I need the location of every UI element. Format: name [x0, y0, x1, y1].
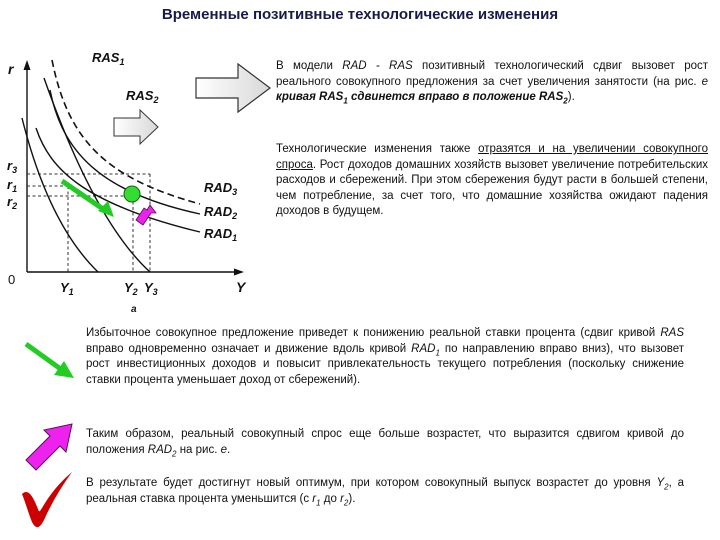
graph-green-arrow: [62, 181, 114, 217]
ras2-label: $RAS_2$: [126, 88, 159, 105]
origin-label: 0: [8, 272, 16, 287]
y2-label: $Y_2$: [124, 280, 138, 297]
checkmark-icon: [22, 472, 72, 527]
pointer-block-arrow: [196, 64, 270, 112]
y1-label: $Y_1$: [60, 280, 74, 297]
text-paragraph-4: Таким образом, реальный совокупный спрос еще больше возрастет, что выразится сдвигом кривой до положения $RAD_2$ на рис. е.: [86, 428, 684, 458]
rad1-curve: [36, 128, 200, 232]
y-axis-arrowhead: [24, 60, 31, 70]
r1-label: $r_1$: [7, 177, 18, 194]
text-paragraph-3: Избыточное совокупное предложение приведет к понижению реальной ставки процента (сдвиг кривой RAS вправо одновременно означает и движение вдоль кривой $RAD_1$ по направлению вправо вниз), что вызовет рост инвестиционных доходов и повысит привлекательность текущего потребления (поскольку снижение ставки процента уменьшает доход от сбережений).: [86, 327, 684, 386]
x-axis-label: Y: [236, 279, 246, 295]
graph-magenta-arrow: [136, 205, 156, 225]
text-paragraph-5: В результате будет достигнут новый оптимум, при котором совокупный выпуск возрастет до уровня $Y_2$, а реальная ставка процента уменьшится (с $r_1$ до $r_2$).: [86, 477, 684, 507]
graph-block-arrow: [114, 110, 158, 144]
legend-green-arrow-icon: [26, 344, 74, 378]
text-paragraph-2: Технологические изменения также отразятся и на увеличении совокупного спроса. Рост доходов домашних хозяйств вызовет увеличение потребительских расходов и сбережений. При этом сбережения будут расти в большей степени, чем потребление, за счет того, что домашние хозяйства ожидают падения доходов в будущем.: [276, 143, 708, 217]
text-paragraph-1: В модели RAD - RAS позитивный технологический сдвиг вызовет рост реального совокупного предложения за счет увеличения занятости (на рис. е кривая $RAS_1$ сдвинется вправо в положение $RAS_2$).: [276, 60, 708, 106]
rad1-label: $RAD_1$: [204, 226, 238, 243]
ras1-label: $RAS_1$: [92, 50, 125, 67]
r3-label: $r_3$: [7, 158, 18, 175]
rad2-label: $RAD_2$: [204, 204, 238, 221]
equilibrium-point: [124, 186, 140, 202]
y-axis-label: r: [8, 61, 14, 77]
y3-label: $Y_3$: [144, 280, 158, 297]
figure-label: а: [131, 304, 137, 315]
r2-label: $r_2$: [7, 194, 18, 211]
rad3-label: $RAD_3$: [204, 180, 238, 197]
ras2-curve: [44, 78, 150, 272]
legend-magenta-arrow-icon: [26, 424, 72, 470]
x-axis-arrowhead: [234, 269, 244, 276]
slide-title: Временные позитивные технологические изменения: [161, 6, 559, 23]
